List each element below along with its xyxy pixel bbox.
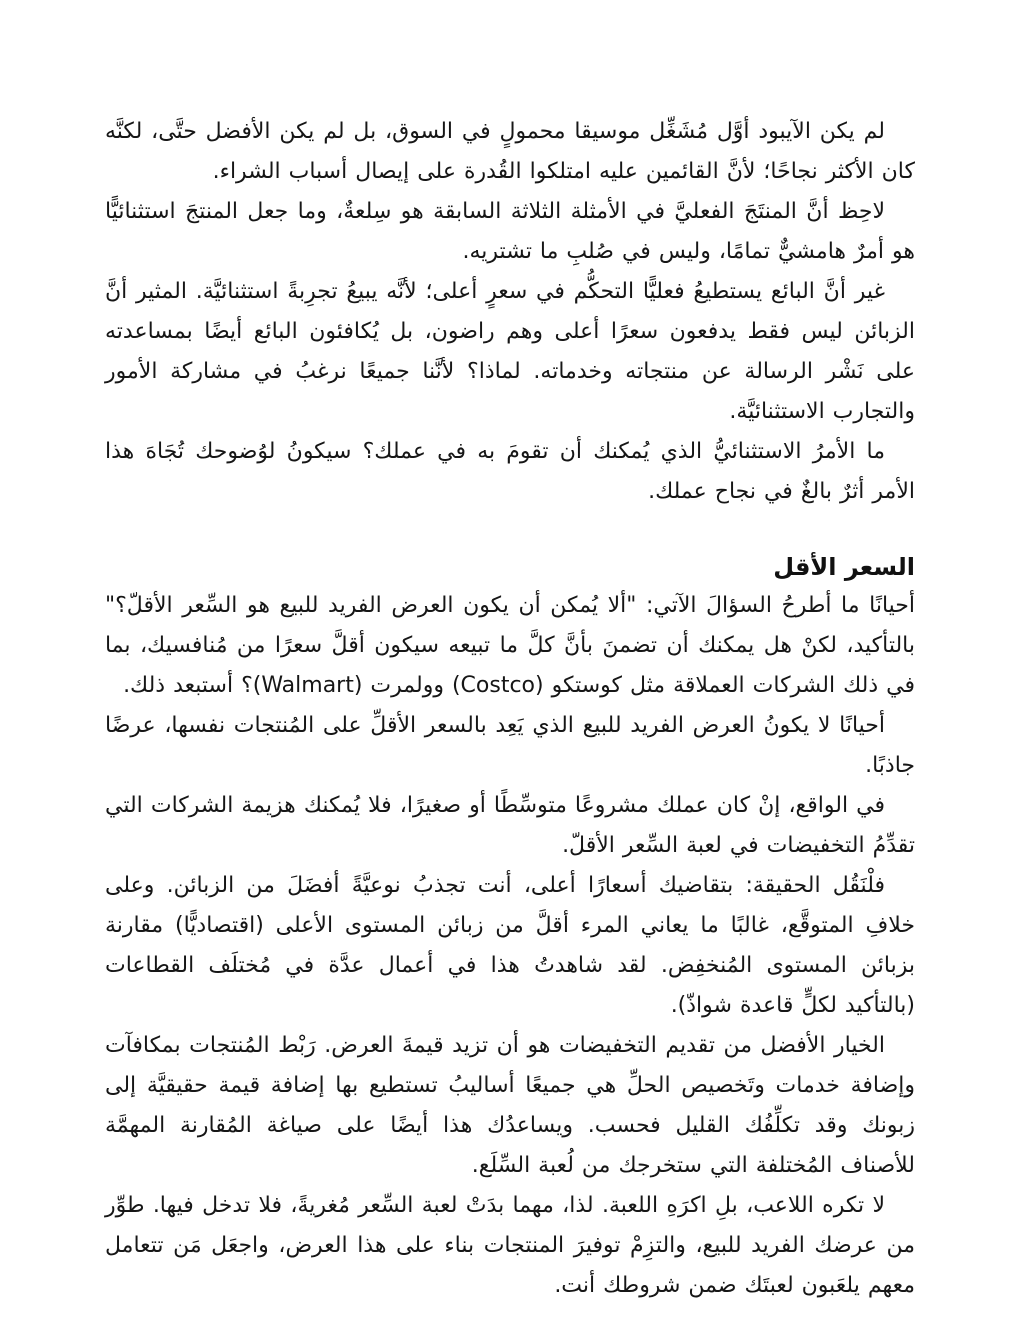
body-paragraph: أحيانًا لا يكونُ العرض الفريد للبيع الذي يَعِد بالسعر الأقلِّ على المُنتجات نفسها، عرضًا جاذبًا.: [105, 713, 915, 778]
page-content: [105, 112, 915, 1306]
body-paragraph: لم يكن الآيبود أوَّل مُشَغِّل موسيقا محمولٍ في السوق، بل لم يكن الأفضل حتَّى، لكنَّه كان الأكثر نجاحًا؛ لأنَّ القائمين عليه امتلكوا القُدرة على إيصال أسباب الشراء.: [105, 119, 915, 184]
section-lowest-price: [105, 586, 915, 1306]
body-paragraph: في الواقع، إنْ كان عملك مشروعًا متوسِّطًا أو صغيرًا، فلا يُمكنك هزيمة الشركات التي تقدِّمُ التخفيضات في لعبة السِّعر الأقلّ.: [105, 793, 915, 858]
section-heading: السعر الأقل: [773, 553, 915, 581]
section-intro: [105, 112, 915, 512]
body-paragraph: لا تكره اللاعب، بلِ اكرَهِ اللعبة. لذا، مهما بدَتْ لعبة السِّعر مُغريةً، فلا تدخل فيها. طوِّر من عرضك الفريد للبيع، والتزِمْ توفيرَ المنتجات بناء على هذا العرض، واجعَل مَن تتعامل معهم يلعَبون لعبتَك ضمن شروطك أنت.: [105, 1193, 915, 1298]
body-paragraph: فلْنَقُل الحقيقة: بتقاضيك أسعارًا أعلى، أنت تجذبُ نوعيَّةً أفضَلَ من الزبائن. وعلى خلافِ المتوقَّع، غالبًا ما يعاني المرء أقلَّ من زبائن المستوى الأعلى (اقتصاديًّا) مقارنة بزبائن المستوى المُنخفِض. لقد شاهدتُ هذا في أعمال عدَّة في مُختلَف القطاعات (بالتأكيد لكلٍّ قاعدة شواذّ).: [105, 873, 915, 1018]
body-paragraph: غير أنَّ البائع يستطيعُ فعليًّا التحكُّم في سعرٍ أعلى؛ لأنَّه يبيعُ تجرِبةً استثنائيَّة. المثير أنَّ الزبائن ليس فقط يدفعون سعرًا أعلى وهم راضون، بل يُكافئون البائع أيضًا بمساعدته على نَشْر الرسالة عن منتجاته وخدماته. لماذا؟ لأنَّنا جميعًا نرغبُ في مشاركة الأمور والتجارب الاستثنائيَّة.: [105, 279, 915, 424]
body-paragraph: أحيانًا ما أطرحُ السؤالَ الآتي: "ألا يُمكن أن يكون العرض الفريد للبيع هو السِّعر الأقلّ؟" بالتأكيد، لكنْ هل يمكنك أن تضمنَ بأنَّ كلَّ ما تبيعه سيكون أقلَّ سعرًا من مُنافسيك، بما في ذلك الشركات العملاقة مثل كوستكو (Costco) وولمرت (Walmart)؟ أستبعد ذلك.: [105, 593, 915, 698]
body-paragraph: لاحِظ أنَّ المنتَجَ الفعليَّ في الأمثلة الثلاثة السابقة هو سِلعةٌ، وما جعل المنتجَ استثنائيًّا هو أمرٌ هامشيٌّ تمامًا، وليس في صُلبِ ما تشتريه.: [105, 199, 915, 264]
body-paragraph: ما الأمرُ الاستثنائيُّ الذي يُمكنك أن تقومَ به في عملك؟ سيكونُ لوُضوحك تُجَاهَ هذا الأمر أثرٌ بالغٌ في نجاح عملك.: [105, 439, 915, 504]
body-paragraph: الخيار الأفضل من تقديم التخفيضات هو أن تزيد قيمةَ العرض. رَبْط المُنتجات بمكافآت وإضافة خدمات وتَخصيص الحلِّ هي جميعًا أساليبُ تستطيع بها إضافة قيمة حقيقيَّة إلى زبونك وقد تكلِّفُك القليل فحسب. ويساعدُك هذا أيضًا على صياغة المُقارنة المهمَّة للأصناف المُختلفة التي ستخرجك من لُعبة السِّلَع.: [105, 1033, 915, 1178]
